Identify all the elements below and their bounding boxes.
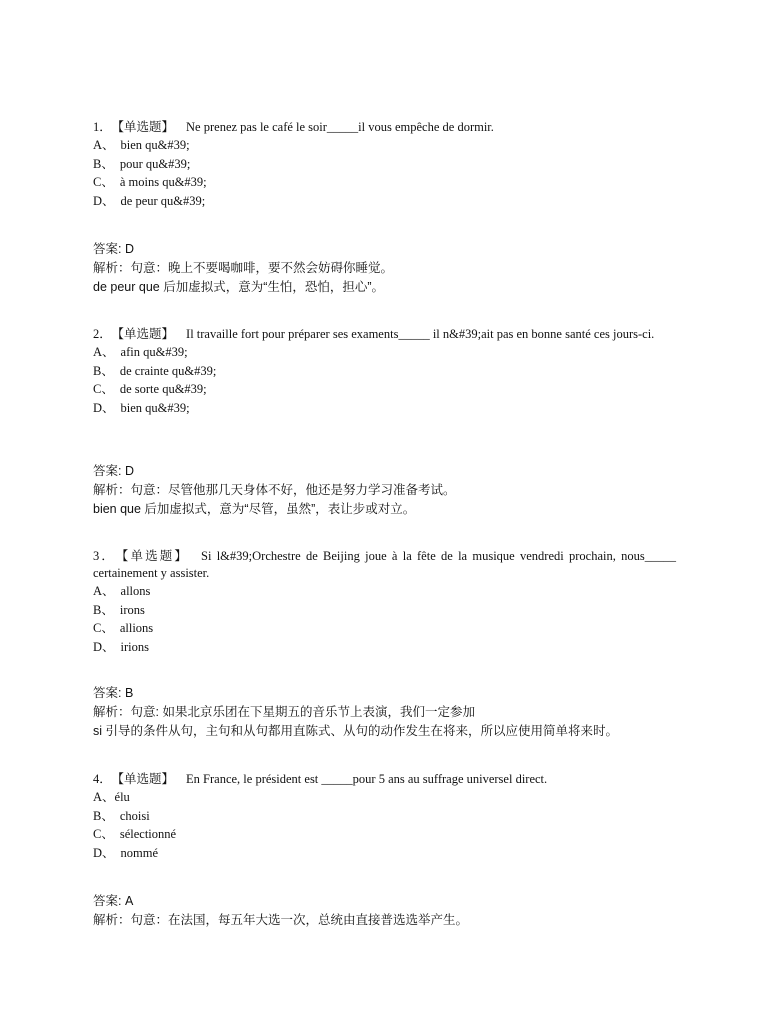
question-4 (93, 771, 676, 862)
option-text: de crainte qu&#39; (119, 363, 217, 378)
option-letter: B、 (93, 808, 114, 823)
option-a (93, 582, 676, 601)
question-text: En France, le président est _____pour 5 ans au suffrage universel direct. (186, 772, 548, 786)
option-text: à moins qu&#39; (119, 175, 207, 190)
question-stem (93, 326, 676, 343)
analysis-line: si 引导的条件从句，主句和从句都用直陈式、从句的动作发生在将来，所以应使用简单将来时。 (93, 724, 619, 738)
question-text: Ne prenez pas le café le soir_____il vous empêche de dormir. (186, 120, 494, 134)
question-type: 【单选题】 (117, 772, 175, 786)
option-c (93, 619, 676, 638)
question-text: Il travaille fort pour préparer ses examents_____ il n&#39;ait pas en bonne santé ces jours-ci. (186, 327, 655, 341)
question-stem (93, 771, 676, 788)
option-text: élu (114, 790, 130, 804)
answer-block-4 (93, 892, 713, 930)
analysis-line: 解析：句意：晚上不要喝咖啡，要不然会妨碍你睡觉。 (93, 261, 394, 275)
analysis-line: 解析：句意：尽管他那几天身体不好，他还是努力学习准备考试。 (93, 483, 456, 497)
question-type: 【单选题】 (117, 120, 175, 134)
option-letter: C、 (93, 382, 114, 397)
option-a (93, 136, 676, 155)
option-a (93, 343, 676, 362)
option-text: irions (120, 639, 150, 654)
analysis-line: 解析：句意：在法国，每五年大选一次，总统由直接普选选举产生。 (93, 913, 469, 927)
option-letter: B、 (93, 156, 114, 171)
question-number: 1． (93, 120, 112, 134)
option-letter: D、 (93, 400, 115, 415)
option-text: pour qu&#39; (119, 156, 191, 171)
question-2 (93, 326, 676, 417)
answer-label: 答案: A (93, 894, 134, 908)
question-3 (93, 548, 676, 656)
answer-block-2 (93, 462, 713, 519)
option-d (93, 399, 676, 418)
option-text: de peur qu&#39; (120, 193, 206, 208)
option-letter: D、 (93, 639, 115, 654)
answer-block-3 (93, 684, 713, 741)
question-1 (93, 119, 676, 210)
option-text: nommé (120, 845, 159, 860)
option-letter: A、 (93, 790, 115, 804)
analysis-line: 解析：句意: 如果北京乐团在下星期五的音乐节上表演，我们一定参加 (93, 705, 475, 719)
analysis-line: bien que 后加虚拟式，意为“尽管，虽然”，表让步或对立。 (93, 502, 416, 516)
option-text: de sorte qu&#39; (119, 382, 207, 397)
option-b (93, 155, 676, 174)
option-letter: A、 (93, 584, 115, 598)
option-letter: C、 (93, 175, 114, 190)
analysis-line: de peur que 后加虚拟式，意为“生怕，恐怕，担心”。 (93, 280, 385, 294)
option-letter: B、 (93, 602, 114, 617)
option-text: bien qu&#39; (120, 400, 190, 415)
option-b (93, 362, 676, 381)
option-b (93, 807, 676, 826)
question-number: 4． (93, 772, 112, 786)
option-letter: A、 (93, 138, 115, 152)
option-letter: C、 (93, 621, 114, 636)
option-d (93, 844, 676, 863)
answer-block-1 (93, 240, 713, 297)
question-text: Si l&#39;Orchestre de Beijing joue à la fête de la musique vendredi prochain, nous_____ certainement y assister. (93, 549, 676, 580)
option-text: choisi (119, 808, 150, 823)
answer-label: 答案: D (93, 242, 134, 256)
question-type: 【单选题】 (122, 549, 190, 563)
question-number: 3． (93, 549, 117, 563)
option-c (93, 380, 676, 399)
option-text: bien qu&#39; (120, 138, 190, 152)
option-letter: D、 (93, 193, 115, 208)
question-type: 【单选题】 (117, 327, 175, 341)
option-text: irons (119, 602, 145, 617)
option-text: sélectionné (119, 827, 177, 842)
option-letter: D、 (93, 845, 115, 860)
option-letter: B、 (93, 363, 114, 378)
option-c (93, 825, 676, 844)
option-letter: C、 (93, 827, 114, 842)
option-text: allions (119, 621, 154, 636)
option-text: allons (120, 584, 151, 598)
option-d (93, 638, 676, 657)
option-a (93, 788, 676, 807)
question-number: 2． (93, 327, 112, 341)
question-stem (93, 548, 676, 582)
option-b (93, 601, 676, 620)
answer-label: 答案: D (93, 464, 134, 478)
option-d (93, 192, 676, 211)
answer-label: 答案: B (93, 686, 134, 700)
option-letter: A、 (93, 345, 115, 359)
question-stem (93, 119, 676, 136)
option-c (93, 173, 676, 192)
option-text: afin qu&#39; (120, 345, 188, 359)
